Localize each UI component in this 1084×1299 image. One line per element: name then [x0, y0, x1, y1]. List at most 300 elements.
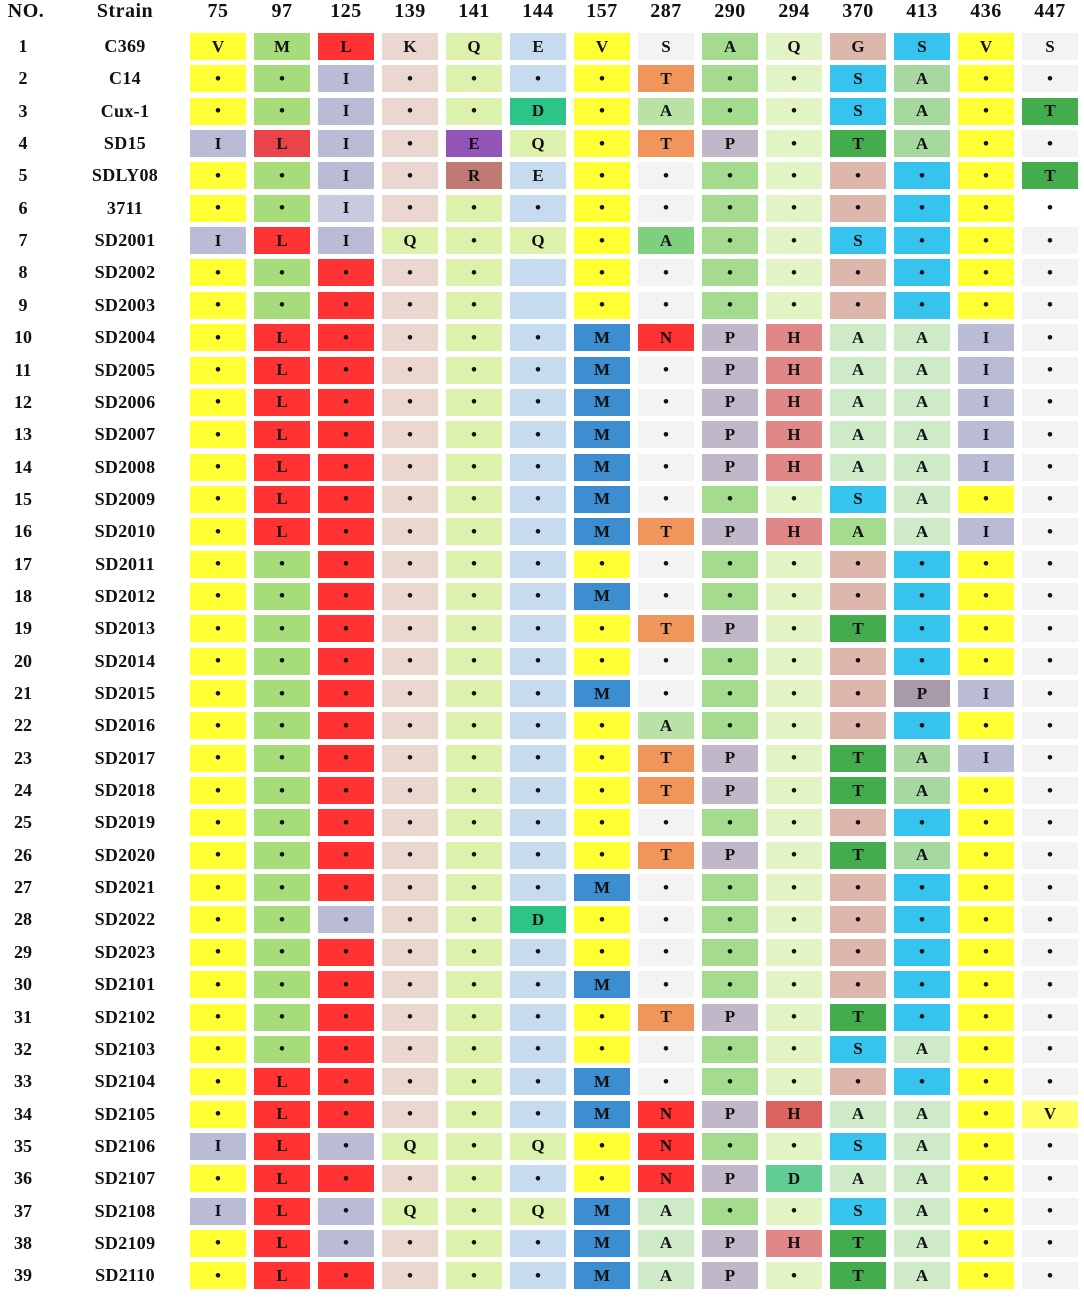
residue-cell: •: [830, 583, 886, 610]
residue-cell: P: [702, 130, 758, 157]
residue-cell: •: [382, 777, 438, 804]
row-number: 16: [14, 521, 32, 542]
residue-cell: •: [446, 1198, 502, 1225]
residue-cell: K: [382, 33, 438, 60]
residue-cell: •: [190, 1230, 246, 1257]
residue-cell: •: [638, 259, 694, 286]
row-number: 36: [14, 1168, 32, 1189]
residue-cell: G: [830, 33, 886, 60]
residue-cell: •: [446, 777, 502, 804]
row-number: 5: [18, 165, 28, 186]
residue-cell: •: [190, 712, 246, 739]
residue-cell: A: [894, 777, 950, 804]
residue-cell: A: [830, 454, 886, 481]
residue-cell: •: [446, 195, 502, 222]
residue-cell: •: [382, 454, 438, 481]
residue-cell: M: [574, 389, 630, 416]
residue-cell: I: [958, 324, 1014, 351]
residue-cell: •: [958, 130, 1014, 157]
residue-cell: A: [894, 421, 950, 448]
residue-cell: •: [1022, 680, 1078, 707]
residue-cell: •: [190, 1068, 246, 1095]
residue-cell: L: [318, 33, 374, 60]
residue-cell: •: [1022, 648, 1078, 675]
residue-cell: •: [638, 874, 694, 901]
residue-cell: •: [446, 227, 502, 254]
residue-cell: M: [574, 357, 630, 384]
row-number: 6: [18, 197, 28, 218]
residue-cell: •: [702, 906, 758, 933]
residue-cell: •: [958, 486, 1014, 513]
residue-cell: •: [318, 357, 374, 384]
residue-cell: •: [254, 65, 310, 92]
residue-cell: •: [190, 939, 246, 966]
residue-cell: •: [1022, 292, 1078, 319]
residue-cell: •: [702, 1036, 758, 1063]
residue-cell: •: [446, 65, 502, 92]
residue-cell: •: [446, 1036, 502, 1063]
residue-cell: •: [510, 389, 566, 416]
residue-cell: •: [190, 357, 246, 384]
strain-name: SD2109: [94, 1232, 156, 1253]
residue-cell: A: [830, 518, 886, 545]
residue-cell: •: [1022, 712, 1078, 739]
residue-cell: •: [702, 971, 758, 998]
residue-cell: •: [894, 1068, 950, 1095]
residue-cell: •: [446, 389, 502, 416]
residue-cell: •: [1022, 130, 1078, 157]
residue-cell: A: [894, 65, 950, 92]
residue-cell: D: [766, 1165, 822, 1192]
residue-cell: •: [190, 745, 246, 772]
residue-cell: •: [510, 777, 566, 804]
residue-cell: T: [1022, 98, 1078, 125]
header-position: 157: [586, 0, 618, 22]
residue-cell: •: [638, 1068, 694, 1095]
strain-name: SD2006: [94, 391, 156, 412]
residue-cell: •: [190, 1004, 246, 1031]
residue-cell: •: [702, 227, 758, 254]
residue-cell: T: [638, 615, 694, 642]
residue-cell: T: [830, 745, 886, 772]
residue-cell: •: [318, 1230, 374, 1257]
residue-cell: •: [318, 906, 374, 933]
residue-cell: •: [190, 518, 246, 545]
residue-cell: •: [382, 1262, 438, 1289]
residue-cell: •: [190, 583, 246, 610]
residue-cell: •: [702, 259, 758, 286]
row-number: 17: [14, 553, 32, 574]
residue-cell: P: [702, 1004, 758, 1031]
residue-cell: M: [254, 33, 310, 60]
residue-cell: N: [638, 1101, 694, 1128]
row-number: 35: [14, 1135, 32, 1156]
residue-cell: •: [318, 518, 374, 545]
residue-cell: •: [702, 712, 758, 739]
residue-cell: •: [1022, 454, 1078, 481]
strain-name: SD2017: [94, 747, 156, 768]
residue-cell: •: [510, 939, 566, 966]
residue-cell: H: [766, 1230, 822, 1257]
residue-cell: A: [894, 1133, 950, 1160]
residue-cell: •: [190, 292, 246, 319]
residue-cell: •: [318, 1004, 374, 1031]
strain-name: SD2110: [95, 1265, 155, 1286]
residue-cell: •: [318, 939, 374, 966]
residue-cell: •: [958, 1068, 1014, 1095]
residue-cell: I: [190, 1198, 246, 1225]
residue-cell: •: [958, 551, 1014, 578]
residue-cell: •: [638, 357, 694, 384]
residue-cell: •: [510, 454, 566, 481]
residue-cell: •: [510, 842, 566, 869]
residue-cell: M: [574, 1262, 630, 1289]
residue-cell: •: [574, 551, 630, 578]
residue-cell: T: [638, 777, 694, 804]
residue-cell: L: [254, 1262, 310, 1289]
residue-cell: Q: [382, 1198, 438, 1225]
residue-cell: Q: [446, 33, 502, 60]
residue-cell: •: [382, 1004, 438, 1031]
residue-cell: •: [254, 906, 310, 933]
residue-cell: •: [766, 777, 822, 804]
strain-name: SD2005: [94, 359, 156, 380]
residue-cell: M: [574, 680, 630, 707]
residue-cell: •: [958, 98, 1014, 125]
residue-cell: •: [574, 259, 630, 286]
residue-cell: S: [638, 33, 694, 60]
residue-cell: •: [958, 971, 1014, 998]
residue-cell: •: [958, 583, 1014, 610]
residue-cell: •: [382, 1068, 438, 1095]
row-number: 15: [14, 488, 32, 509]
residue-cell: •: [1022, 421, 1078, 448]
header-position: 294: [778, 0, 810, 22]
residue-cell: •: [894, 227, 950, 254]
residue-cell: •: [190, 1101, 246, 1128]
residue-cell: P: [702, 454, 758, 481]
residue-cell: •: [638, 583, 694, 610]
residue-cell: •: [830, 939, 886, 966]
residue-cell: I: [190, 1133, 246, 1160]
residue-cell: •: [318, 615, 374, 642]
residue-cell: M: [574, 583, 630, 610]
residue-cell: •: [958, 712, 1014, 739]
strain-name: SD2003: [94, 294, 156, 315]
residue-cell: •: [1022, 486, 1078, 513]
residue-cell: T: [830, 130, 886, 157]
residue-cell: •: [382, 648, 438, 675]
residue-cell: M: [574, 486, 630, 513]
residue-cell: I: [958, 357, 1014, 384]
residue-cell: •: [446, 809, 502, 836]
residue-cell: •: [254, 583, 310, 610]
strain-name: SD2016: [94, 715, 156, 736]
residue-cell: •: [894, 809, 950, 836]
strain-name: SD2010: [94, 521, 156, 542]
residue-cell: A: [638, 1262, 694, 1289]
residue-cell: •: [254, 292, 310, 319]
residue-cell: •: [894, 615, 950, 642]
row-number: 11: [14, 359, 32, 380]
residue-cell: L: [254, 389, 310, 416]
row-number: 39: [14, 1265, 32, 1286]
residue-cell: T: [638, 842, 694, 869]
residue-cell: A: [894, 1036, 950, 1063]
residue-cell: A: [894, 518, 950, 545]
residue-cell: •: [510, 680, 566, 707]
residue-cell: M: [574, 421, 630, 448]
residue-cell: •: [1022, 777, 1078, 804]
residue-cell: •: [446, 1068, 502, 1095]
residue-cell: •: [382, 65, 438, 92]
residue-cell: •: [382, 162, 438, 189]
residue-cell: •: [702, 292, 758, 319]
residue-cell: •: [702, 874, 758, 901]
residue-cell: •: [894, 1004, 950, 1031]
row-number: 29: [14, 941, 32, 962]
residue-cell: •: [382, 1101, 438, 1128]
residue-cell: •: [766, 583, 822, 610]
residue-cell: A: [894, 745, 950, 772]
residue-cell: •: [254, 98, 310, 125]
residue-cell: H: [766, 518, 822, 545]
strain-name: Cux-1: [100, 100, 150, 121]
strain-name: SD2101: [94, 974, 156, 995]
header-position: 141: [458, 0, 490, 22]
residue-cell: •: [254, 874, 310, 901]
residue-cell: •: [766, 259, 822, 286]
residue-cell: •: [958, 227, 1014, 254]
residue-cell: •: [1022, 1133, 1078, 1160]
residue-cell: •: [766, 874, 822, 901]
residue-cell: A: [638, 98, 694, 125]
residue-cell: •: [574, 906, 630, 933]
residue-cell: I: [318, 162, 374, 189]
residue-cell: A: [894, 324, 950, 351]
residue-cell: •: [574, 1165, 630, 1192]
residue-cell: •: [446, 357, 502, 384]
residue-cell: •: [1022, 357, 1078, 384]
residue-cell: •: [318, 1133, 374, 1160]
residue-cell: S: [830, 1133, 886, 1160]
residue-cell: A: [894, 1101, 950, 1128]
residue-cell: •: [702, 486, 758, 513]
residue-cell: T: [638, 65, 694, 92]
residue-cell: •: [958, 1004, 1014, 1031]
residue-cell: •: [958, 65, 1014, 92]
residue-cell: •: [318, 389, 374, 416]
residue-cell: •: [318, 1101, 374, 1128]
residue-cell: •: [510, 518, 566, 545]
residue-cell: A: [894, 389, 950, 416]
residue-cell: I: [318, 65, 374, 92]
header-strain: Strain: [96, 0, 154, 22]
residue-cell: •: [190, 615, 246, 642]
residue-cell: •: [766, 971, 822, 998]
residue-cell: •: [766, 227, 822, 254]
residue-cell: P: [702, 389, 758, 416]
header-position: 436: [970, 0, 1002, 22]
strain-name: SD2020: [94, 844, 156, 865]
residue-cell: •: [510, 745, 566, 772]
residue-cell: •: [958, 259, 1014, 286]
header-position: 139: [394, 0, 426, 22]
residue-cell: •: [190, 195, 246, 222]
residue-cell: •: [254, 842, 310, 869]
residue-cell: T: [1022, 162, 1078, 189]
residue-cell: •: [318, 1198, 374, 1225]
residue-cell: •: [446, 680, 502, 707]
residue-cell: H: [766, 389, 822, 416]
row-number: 37: [14, 1200, 32, 1221]
residue-cell: •: [574, 130, 630, 157]
residue-cell: •: [510, 1165, 566, 1192]
residue-cell: •: [830, 259, 886, 286]
residue-cell: •: [702, 809, 758, 836]
residue-cell: •: [894, 906, 950, 933]
residue-cell: •: [318, 680, 374, 707]
residue-cell: V: [574, 33, 630, 60]
residue-cell: •: [382, 583, 438, 610]
residue-cell: •: [958, 1165, 1014, 1192]
row-number: 10: [14, 327, 32, 348]
residue-cell: P: [702, 777, 758, 804]
residue-cell: L: [254, 1230, 310, 1257]
residue-cell: •: [382, 906, 438, 933]
residue-cell: •: [510, 551, 566, 578]
residue-cell: A: [638, 1230, 694, 1257]
strain-name: SD2007: [94, 424, 156, 445]
residue-cell: •: [190, 906, 246, 933]
residue-cell: •: [190, 421, 246, 448]
residue-cell: L: [254, 1165, 310, 1192]
residue-cell: •: [382, 389, 438, 416]
residue-cell: Q: [382, 227, 438, 254]
residue-cell: •: [958, 1101, 1014, 1128]
residue-cell: N: [638, 324, 694, 351]
residue-cell: T: [638, 518, 694, 545]
residue-cell: •: [1022, 583, 1078, 610]
residue-cell: •: [382, 1230, 438, 1257]
residue-cell: •: [894, 292, 950, 319]
strain-name: 3711: [106, 197, 144, 218]
residue-cell: •: [574, 745, 630, 772]
residue-cell: •: [958, 1198, 1014, 1225]
strain-name: SD2004: [94, 327, 156, 348]
residue-cell: •: [254, 551, 310, 578]
residue-cell: •: [382, 551, 438, 578]
residue-cell: •: [766, 130, 822, 157]
residue-cell: •: [702, 648, 758, 675]
residue-cell: •: [446, 1004, 502, 1031]
residue-cell: A: [830, 1101, 886, 1128]
residue-cell: •: [190, 680, 246, 707]
residue-cell: N: [638, 1133, 694, 1160]
residue-cell: A: [894, 1230, 950, 1257]
residue-cell: •: [446, 648, 502, 675]
residue-cell: •: [958, 162, 1014, 189]
residue-cell: •: [510, 874, 566, 901]
row-number: 28: [14, 909, 32, 930]
residue-cell: •: [318, 971, 374, 998]
residue-cell: M: [574, 1068, 630, 1095]
residue-cell: •: [830, 874, 886, 901]
residue-cell: P: [702, 324, 758, 351]
residue-cell: •: [766, 1262, 822, 1289]
residue-cell: •: [638, 648, 694, 675]
residue-cell: •: [190, 162, 246, 189]
residue-cell: •: [254, 745, 310, 772]
residue-cell: •: [318, 551, 374, 578]
row-number: 13: [14, 424, 32, 445]
row-number: 1: [18, 36, 28, 56]
residue-cell: •: [574, 939, 630, 966]
residue-cell: A: [638, 712, 694, 739]
residue-cell: •: [638, 486, 694, 513]
residue-cell: •: [1022, 1165, 1078, 1192]
residue-cell: •: [766, 551, 822, 578]
header-position: 287: [650, 0, 682, 22]
residue-cell: •: [190, 551, 246, 578]
residue-cell: •: [766, 1133, 822, 1160]
residue-cell: D: [510, 98, 566, 125]
residue-cell: •: [254, 162, 310, 189]
residue-cell: I: [190, 227, 246, 254]
residue-cell: Q: [382, 1133, 438, 1160]
residue-cell: •: [766, 680, 822, 707]
strain-name: SD2108: [94, 1200, 156, 1221]
residue-cell: P: [702, 421, 758, 448]
residue-cell: I: [958, 680, 1014, 707]
residue-cell: •: [1022, 324, 1078, 351]
residue-cell: •: [1022, 551, 1078, 578]
residue-cell: •: [1022, 971, 1078, 998]
residue-cell: •: [1022, 809, 1078, 836]
strain-name: SD2012: [94, 585, 156, 606]
residue-cell: •: [254, 809, 310, 836]
residue-cell: E: [510, 162, 566, 189]
residue-cell: •: [190, 259, 246, 286]
residue-cell: •: [510, 971, 566, 998]
residue-cell: •: [574, 1004, 630, 1031]
residue-cell: •: [382, 939, 438, 966]
residue-cell: •: [766, 1068, 822, 1095]
residue-cell: •: [382, 421, 438, 448]
residue-cell: T: [830, 1230, 886, 1257]
residue-cell: I: [958, 454, 1014, 481]
residue-cell: L: [254, 518, 310, 545]
strain-name: SD2011: [95, 553, 155, 574]
residue-cell: •: [574, 712, 630, 739]
residue-cell: T: [638, 745, 694, 772]
header-position: 75: [207, 0, 229, 22]
residue-cell: •: [190, 324, 246, 351]
residue-cell: Q: [510, 130, 566, 157]
residue-cell: H: [766, 357, 822, 384]
residue-cell: •: [318, 809, 374, 836]
residue-cell: L: [254, 421, 310, 448]
residue-cell: •: [702, 65, 758, 92]
row-number: 23: [14, 747, 32, 768]
row-number: 24: [14, 780, 32, 801]
residue-cell: •: [446, 874, 502, 901]
residue-cell: H: [766, 1101, 822, 1128]
residue-cell: •: [318, 745, 374, 772]
residue-cell: •: [510, 712, 566, 739]
row-number: 8: [18, 262, 28, 283]
residue-cell: •: [318, 874, 374, 901]
